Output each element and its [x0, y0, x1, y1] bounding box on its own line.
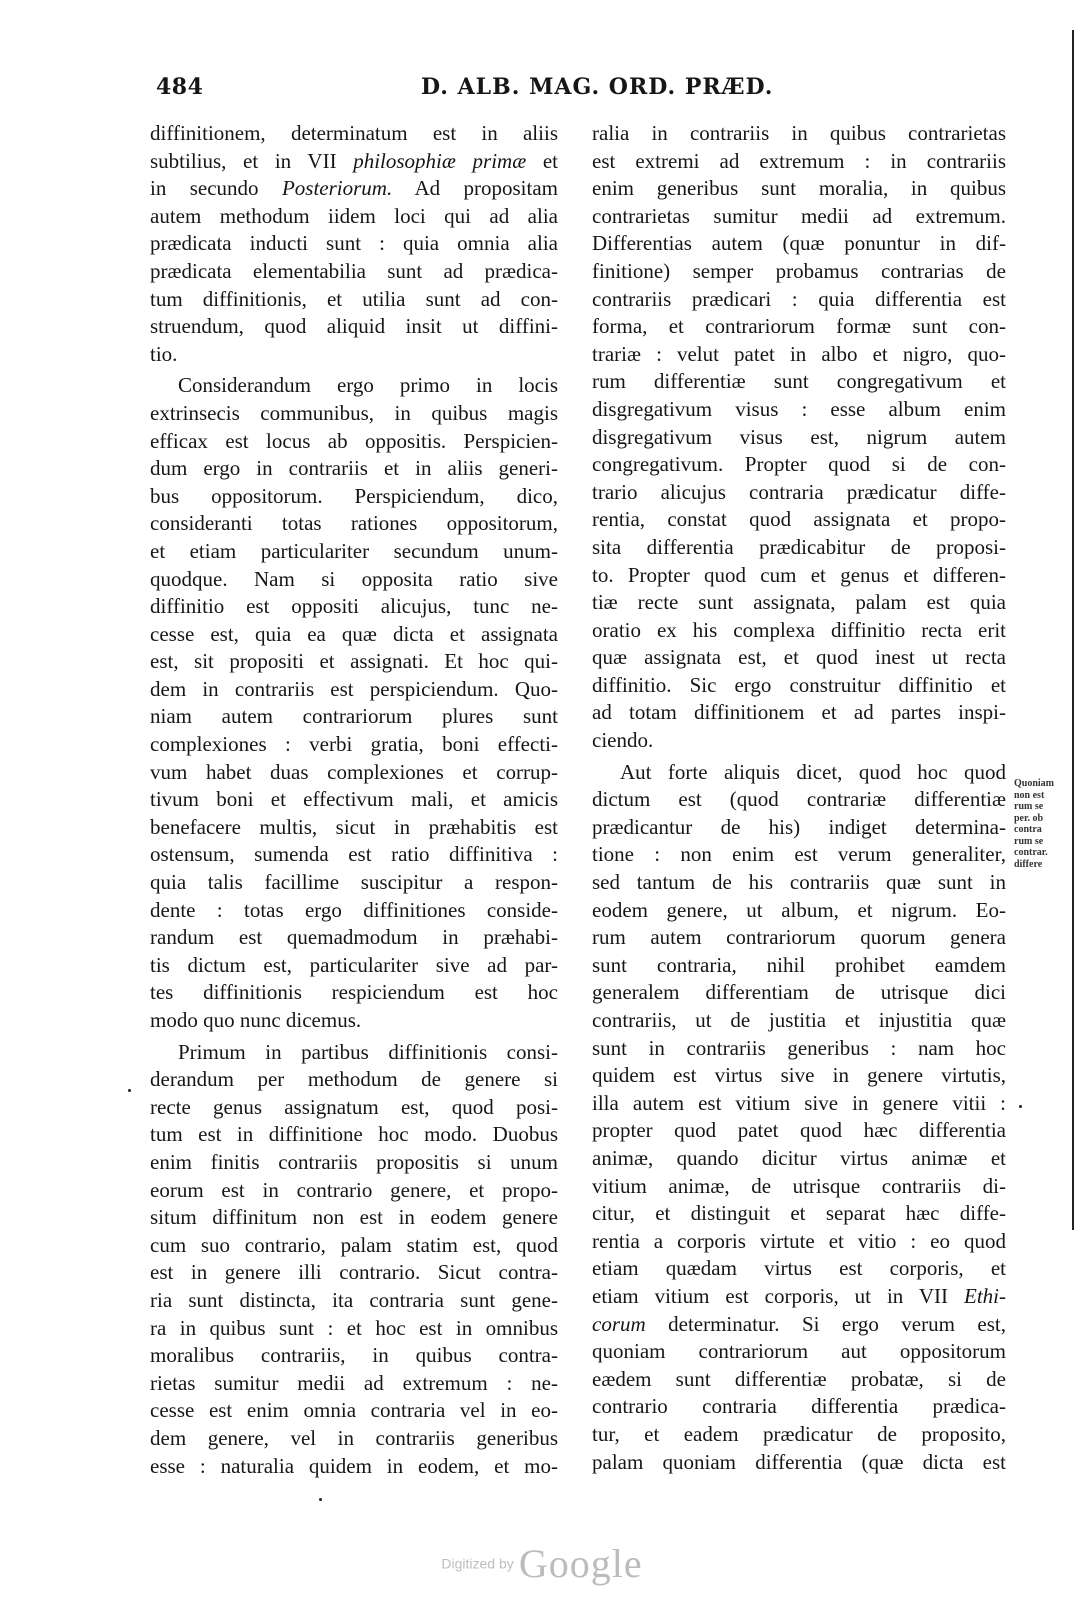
text-line: to. Propter quod cum et genus et differen-: [592, 562, 1006, 587]
text-line: extrinsecis communibus, in quibus magis: [150, 400, 558, 425]
text-line: est extremi ad extremum : in contrariis: [592, 148, 1006, 173]
text-line: est, sit propositi et assignati. Et hoc qui-: [150, 649, 558, 674]
margin-note-line: contra: [1014, 824, 1042, 835]
text-line: eædem sunt differentiæ probatæ, si de: [592, 1366, 1006, 1391]
text-line: bus oppositorum. Perspiciendum, dico,: [150, 483, 558, 508]
text-line: est in genere illi contrario. Sicut contra-: [150, 1260, 558, 1285]
text-line: corum determinatur. Si ergo verum est,: [592, 1311, 1006, 1336]
text-line: prædicata inducti sunt : quia omnia alia: [150, 231, 558, 256]
text-line: modo quo nunc dicemus.: [150, 1008, 362, 1032]
text-line: tivum boni et effectivum mali, et amicis: [150, 787, 558, 812]
text-line: generalem differentiam de utrisque dici: [592, 980, 1006, 1005]
text-line: niam autem contrariorum plures sunt: [150, 704, 558, 729]
text-line: Differentias autem (quæ ponuntur in dif-: [592, 231, 1006, 256]
text-line: autem methodum iidem loci qui ad alia: [150, 203, 558, 228]
margin-note: [1014, 778, 1076, 870]
text-line: rentia, constat quod assignata et propo-: [592, 507, 1006, 532]
text-line: enim finitis contrariis propositis si unum: [150, 1149, 558, 1174]
text-line: ria sunt distincta, ita contraria sunt gene-: [150, 1287, 558, 1312]
paragraph: [150, 372, 558, 1034]
paragraph: [592, 759, 1006, 1476]
text-line: dente : totas ergo diffinitiones conside-: [150, 897, 558, 922]
google-logo: Google: [518, 1541, 643, 1586]
scan-dot: [319, 1498, 322, 1501]
text-line: tum est in diffinitione hoc modo. Duobus: [150, 1122, 558, 1147]
margin-note-line: non est: [1014, 789, 1045, 801]
text-line: quia talis facillime suscipitur a respon-: [150, 870, 558, 895]
text-line: ad totam diffinitionem et ad partes inspi-: [592, 700, 1006, 725]
text-line: tio.: [150, 341, 178, 366]
text-line: quidem est virtus sive in genere virtutis,: [592, 1063, 1006, 1088]
text-line: disgregativum visus est, nigrum autem: [592, 424, 1006, 449]
text-line: ciendo.: [592, 728, 654, 753]
margin-note-line: rum se: [1014, 801, 1044, 812]
text-line: dum ergo in contrariis et in aliis generi-: [150, 456, 558, 481]
text-line: sunt contraria, nihil prohibet eamdem: [592, 952, 1006, 977]
text-line: dem genere, vel in contrariis generibus: [150, 1425, 558, 1450]
text-line: struendum, quod aliquid insit ut diffini-: [150, 314, 558, 339]
text-line: complexiones : verbi gratia, boni effecti-: [150, 732, 558, 757]
text-line: forma, et contrariorum formæ sunt con-: [592, 314, 1006, 339]
text-line: vum habet duas complexiones et corrup-: [150, 759, 558, 784]
text-line: disgregativum visus : esse album enim: [592, 396, 1006, 421]
text-line: consideranti totas rationes oppositorum,: [150, 511, 558, 536]
text-line: derandum per methodum de genere si: [150, 1067, 558, 1092]
text-line: cesse est, quia ea quæ dicta et assignata: [150, 621, 558, 646]
text-line: esse : naturalia quidem in eodem, et mo-: [150, 1453, 558, 1478]
right-column: [592, 120, 1006, 1476]
text-line: benefacere multis, sicut in præhabitis est: [150, 814, 558, 839]
text-line: eodem genere, ut album, et nigrum. Eo-: [592, 897, 1006, 922]
text-line: rum autem contrariorum quorum genera: [592, 925, 1006, 950]
text-line: efficax est locus ab oppositis. Perspicien-: [150, 428, 558, 453]
scan-dot: [1019, 1105, 1022, 1108]
text-line: contrariis prædicari : quia differentia est: [592, 286, 1006, 311]
text-line: contrario contraria differentia prædica-: [592, 1394, 1006, 1419]
text-line: tes diffinitionis respiciendum est hoc: [150, 980, 558, 1005]
text-line: animæ, quando dicitur virtus animæ et: [592, 1145, 1006, 1170]
running-head: D. ALB. MAG. ORD. PRÆD.: [421, 74, 774, 100]
text-line: in secundo Posteriorum. Ad propositam: [150, 176, 559, 201]
margin-note-line: Quoniam: [1014, 778, 1055, 789]
margin-note-line: differe: [1014, 858, 1043, 870]
text-line: cesse est enim omnia contraria vel in eo-: [150, 1398, 558, 1423]
paragraph: [592, 120, 1006, 755]
text-line: Aut forte aliquis dicet, quod hoc quod: [620, 759, 1006, 784]
text-line: prædicantur de his) indiget determina-: [592, 814, 1006, 839]
text-line: illa autem est vitium sive in genere vitii :: [592, 1090, 1006, 1115]
text-line: citur, et distinguit et separat hæc diffe-: [592, 1201, 1006, 1226]
text-line: contrariis, ut de justitia et injustitia quæ: [592, 1008, 1006, 1032]
text-line: propter quod patet quod hæc differentia: [592, 1118, 1006, 1143]
text-line: quoniam contrariorum aut oppositorum: [592, 1339, 1006, 1364]
text-line: tur, et eadem prædicatur de proposito,: [592, 1421, 1006, 1446]
text-line: tum diffinitionis, et utilia sunt ad con-: [150, 286, 558, 311]
text-line: palam quoniam differentia (quæ dicta est: [592, 1449, 1006, 1474]
text-line: trario alicujus contraria prædicatur diffe-: [592, 479, 1006, 504]
page-number: 484: [156, 74, 204, 100]
text-line: prædicata elementabilia sunt ad prædica-: [150, 258, 558, 283]
digitized-footer: [0, 1540, 1084, 1587]
text-line: ralia in contrariis in quibus contrarietas: [592, 121, 1006, 145]
text-line: cum suo contrario, palam statim est, quod: [150, 1232, 558, 1257]
text-line: dem in contrariis est perspiciendum. Quo-: [150, 676, 558, 701]
text-line: rietas sumitur medii ad extremum : ne-: [150, 1370, 558, 1395]
text-line: dictum est (quod contrariæ differentiæ: [592, 787, 1006, 812]
text-line: moralibus contrariis, in quibus contra-: [150, 1343, 558, 1368]
text-line: rentia a corporis virtute et vitio : eo quod: [592, 1228, 1006, 1253]
scan-edge-line: [1072, 30, 1074, 1230]
text-line: sunt in contrariis generibus : nam hoc: [592, 1035, 1006, 1060]
digitized-by-text: Digitized by: [441, 1555, 514, 1572]
left-column: [150, 120, 558, 1480]
text-line: sita differentia prædicabitur de proposi-: [592, 534, 1006, 559]
paragraph: [150, 120, 558, 368]
text-line: trariæ : velut patet in albo et nigro, quo-: [592, 341, 1006, 366]
text-line: enim generibus sunt moralia, in quibus: [592, 176, 1006, 201]
text-line: contrarietas sumitur medii ad extremum.: [592, 203, 1006, 228]
text-line: tiæ recte sunt assignata, palam est quia: [592, 590, 1006, 615]
text-line: tione : non enim est verum generaliter,: [592, 842, 1006, 867]
text-line: finitione) semper probamus contrarias de: [592, 258, 1006, 283]
margin-note-line: per. ob: [1014, 812, 1044, 824]
paragraph: [150, 1039, 558, 1481]
margin-note-line: contrar.: [1014, 847, 1048, 858]
text-line: quodque. Nam si opposita ratio sive: [150, 566, 558, 591]
text-line: tis dictum est, particulariter sive ad par-: [150, 952, 558, 977]
text-line: quæ assignata est, et quod inest ut recta: [592, 645, 1006, 670]
text-line: situm diffinitum non est in eodem genere: [150, 1205, 558, 1230]
text-line: ostensum, sumenda est ratio diffinitiva :: [150, 842, 558, 867]
text-line: diffinitionem, determinatum est in aliis: [150, 121, 558, 145]
text-line: vitium animæ, de utrisque contrariis di-: [592, 1173, 1006, 1198]
text-line: eorum est in contrario genere, et propo-: [150, 1177, 558, 1202]
text-line: diffinitio. Sic ergo construitur diffinitio et: [592, 672, 1006, 697]
text-line: subtilius, et in VII philosophiæ primæ et: [150, 148, 559, 173]
text-line: et etiam particulariter secundum unum-: [150, 538, 558, 563]
text-line: diffinitio est oppositi alicujus, tunc ne-: [150, 594, 558, 619]
text-line: ra in quibus sunt : et hoc est in omnibus: [150, 1315, 558, 1340]
text-line: etiam vitium est corporis, ut in VII Ethi-: [592, 1283, 1006, 1308]
text-line: rum differentiæ sunt congregativum et: [592, 369, 1006, 394]
text-line: sed tantum de his contrariis quæ sunt in: [592, 870, 1006, 895]
scan-dot: [128, 1089, 131, 1092]
text-line: oratio ex his complexa diffinitio recta erit: [592, 617, 1006, 642]
margin-note-line: rum se: [1014, 835, 1044, 847]
text-line: etiam quædam virtus est corporis, et: [592, 1256, 1006, 1281]
text-line: Primum in partibus diffinitionis consi-: [178, 1039, 558, 1064]
text-line: Considerandum ergo primo in locis: [178, 373, 558, 398]
text-line: congregativum. Propter quod si de con-: [592, 452, 1006, 477]
text-line: randum est quemadmodum in præhabi-: [150, 925, 558, 950]
text-line: recte genus assignatum est, quod posi-: [150, 1094, 558, 1119]
